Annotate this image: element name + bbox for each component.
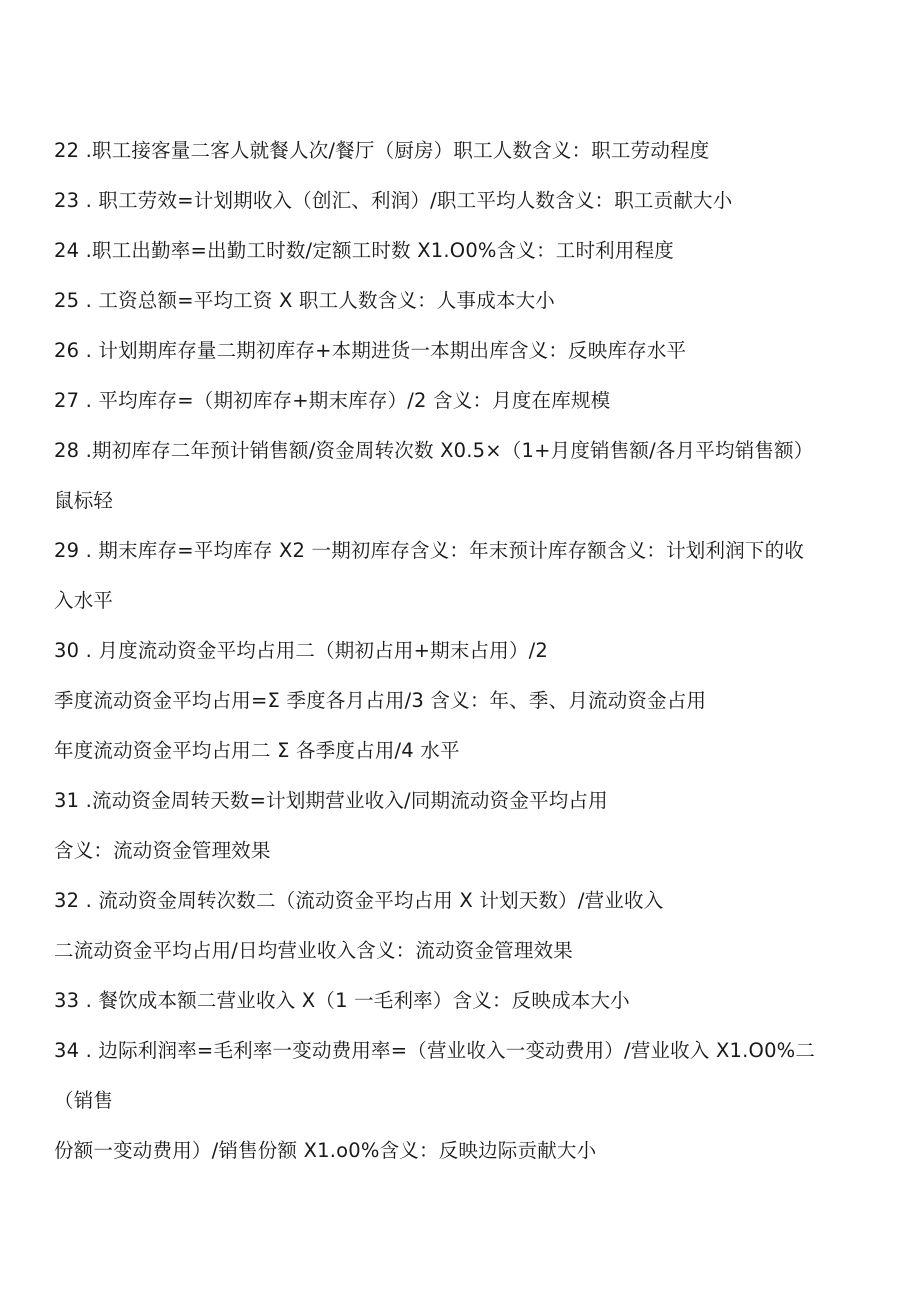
text-line-24: 24 .职工出勤率=出勤工时数/定额工时数 X1.O0%含义：工时利用程度 [54, 239, 674, 262]
text-line-33: 33 . 餐饮成本额二营业收入 X（1 一毛利率）含义：反映成本大小 [54, 989, 630, 1012]
text-line-32: 32 . 流动资金周转次数二（流动资金平均占用 X 计划天数）/营业收入 [54, 889, 664, 912]
text-line-27: 27 . 平均库存=（期初库存+期末库存）/2 含义：月度在库规模 [54, 389, 611, 412]
text-line-34-cont: （销售 [54, 1089, 114, 1112]
text-line-31-cont: 含义：流动资金管理效果 [54, 839, 271, 862]
text-line-30-quarter: 季度流动资金平均占用=Σ 季度各月占用/3 含义：年、季、月流动资金占用 [54, 689, 707, 712]
text-line-30: 30 . 月度流动资金平均占用二（期初占用+期末占用）/2 [54, 639, 549, 662]
text-line-28-cont: 鼠标轻 [54, 489, 114, 512]
text-line-30-year: 年度流动资金平均占用二 Σ 各季度占用/4 水平 [54, 739, 460, 762]
text-line-23: 23 . 职工劳效=计划期收入（创汇、利润）/职工平均人数含义：职工贡献大小 [54, 189, 733, 212]
document-body [54, 126, 874, 1176]
text-line-28: 28 .期初库存二年预计销售额/资金周转次数 X0.5×（1+月度销售额/各月平均销售额） [54, 439, 814, 462]
text-line-34-end: 份额一变动费用）/销售份额 X1.o0%含义：反映边际贡献大小 [54, 1139, 597, 1162]
text-line-26: 26 . 计划期库存量二期初库存+本期进货一本期出库含义：反映库存水平 [54, 339, 687, 362]
text-line-32-cont: 二流动资金平均占用/日均营业收入含义：流动资金管理效果 [54, 939, 573, 962]
text-line-29-cont: 入水平 [54, 589, 114, 612]
text-line-29: 29 . 期末库存=平均库存 X2 一期初库存含义：年末预计库存额含义：计划利润下的收 [54, 539, 805, 562]
text-line-25: 25 . 工资总额=平均工资 X 职工人数含义：人事成本大小 [54, 289, 556, 312]
text-line-34: 34 . 边际利润率=毛利率一变动费用率=（营业收入一变动费用）/营业收入 X1.O0%二 [54, 1039, 816, 1062]
text-line-31: 31 .流动资金周转天数=计划期营业收入/同期流动资金平均占用 [54, 789, 608, 812]
text-line-22: 22 .职工接客量二客人就餐人次/餐厅（厨房）职工人数含义：职工劳动程度 [54, 139, 710, 162]
